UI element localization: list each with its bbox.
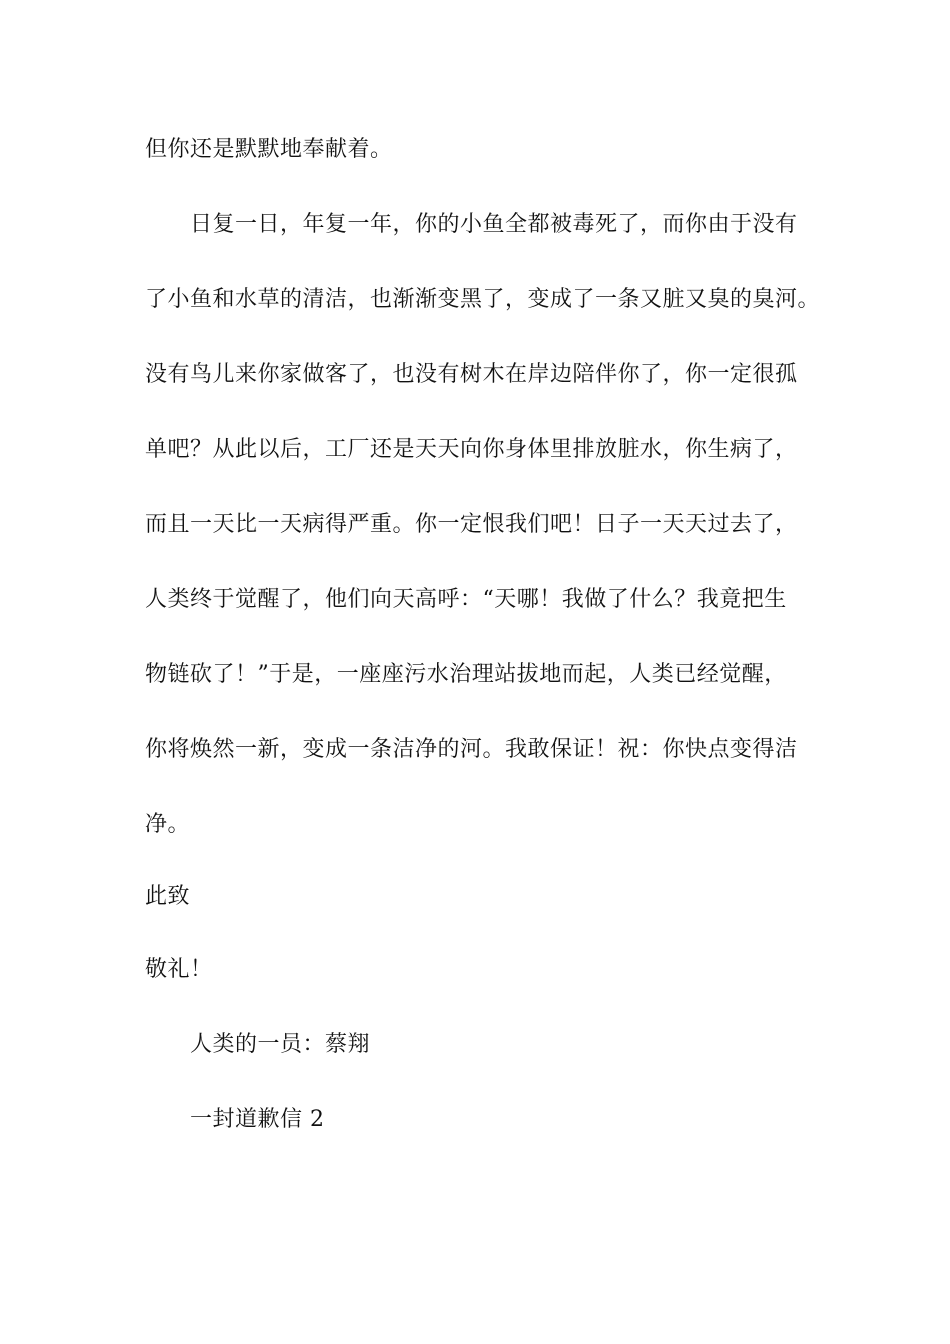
section-title: 一封道歉信 2 — [190, 1107, 325, 1132]
closing-regards: 敬礼！ — [145, 957, 213, 982]
paragraph-line: 而且一天比一天病得严重。你一定恨我们吧！日子一天天过去了， — [145, 512, 798, 537]
paragraph-line: 你将焕然一新，变成一条洁净的河。我敢保证！祝：你快点变得洁 — [145, 737, 798, 762]
closing-salutation: 此致 — [145, 884, 191, 909]
paragraph-line: 了小鱼和水草的清洁，也渐渐变黑了，变成了一条又脏又臭的臭河。 — [145, 287, 821, 312]
paragraph-line: 人类终于觉醒了，他们向天高呼：“天哪！我做了什么？我竟把生 — [145, 587, 787, 612]
paragraph-line: 没有鸟儿来你家做客了，也没有树木在岸边陪伴你了，你一定很孤 — [145, 362, 798, 387]
signature: 人类的一员：蔡翔 — [190, 1032, 371, 1057]
paragraph-line: 日复一日，年复一年，你的小鱼全都被毒死了，而你由于没有 — [190, 212, 798, 237]
paragraph-line: 但你还是默默地奉献着。 — [145, 137, 393, 162]
paragraph-line: 单吧？从此以后，工厂还是天天向你身体里排放脏水，你生病了， — [145, 437, 798, 462]
paragraph-line: 物链砍了！”于是，一座座污水治理站拔地而起，人类已经觉醒， — [145, 662, 787, 687]
paragraph-line: 净。 — [145, 812, 191, 837]
